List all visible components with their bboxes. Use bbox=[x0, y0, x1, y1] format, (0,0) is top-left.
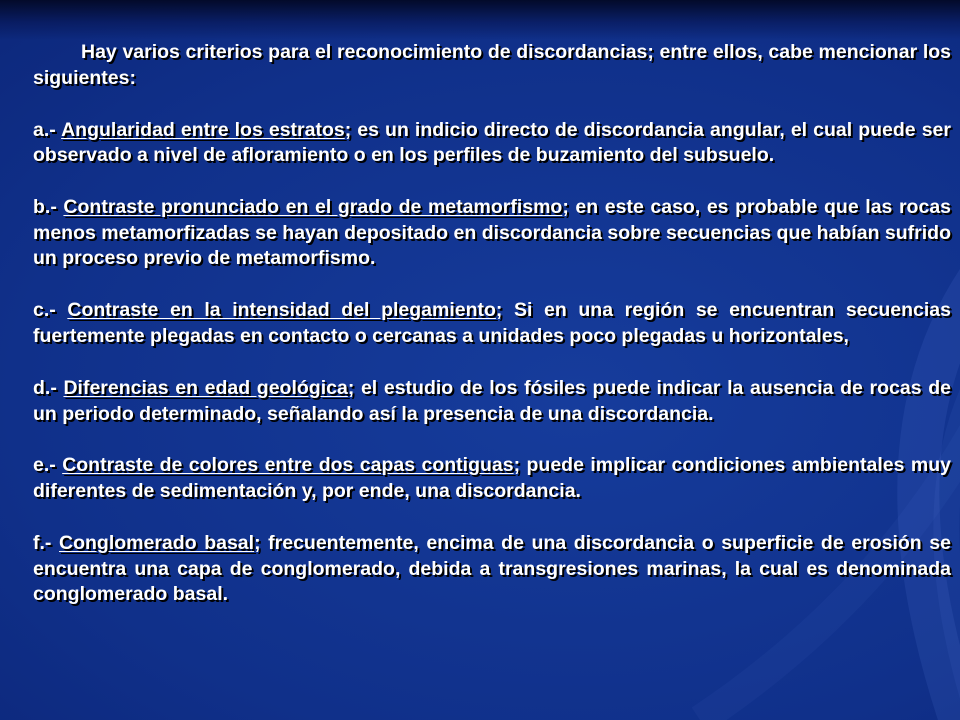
criterion-text: ; Si en una región se encuentran secuencias fuertemente plegadas en contacto o cercanas a unidades poco plegadas u horizontales, bbox=[33, 299, 951, 347]
criterion-text: ; en este caso, es probable que las rocas menos metamorfizadas se hayan depositado en discordancia sobre secuencias que habían sufrido un proceso previo de metamorfismo. bbox=[33, 196, 952, 270]
criterion-term: Contraste pronunciado en el grado de metamorfismo bbox=[63, 196, 563, 219]
criterion-f bbox=[33, 531, 951, 608]
criterion-term: Contraste en la intensidad del plegamiento bbox=[67, 299, 496, 322]
criterion-prefix: b.- bbox=[33, 196, 64, 219]
criterion-prefix: e.- bbox=[33, 454, 63, 477]
intro-paragraph: Hay varios criterios para el reconocimiento de discordancias; entre ellos, cabe mencionar los siguientes: bbox=[33, 41, 951, 89]
criterion-text: ; frecuentemente, encima de una discordancia o superficie de erosión se encuentra una capa de conglomerado, debida a transgresiones marinas, la cual es denominada conglomerado basal. bbox=[33, 532, 951, 606]
criterion-term: Conglomerado basal bbox=[59, 532, 255, 555]
criterion-text: ; el estudio de los fósiles puede indicar la ausencia de rocas de un periodo determinado, señalando así la presencia de una discordancia. bbox=[33, 376, 951, 425]
top-shadow-band bbox=[0, 0, 960, 40]
criterion-text: ; puede implicar condiciones ambientales muy diferentes de sedimentación y, por ende, una discordancia. bbox=[33, 454, 951, 503]
criterion-prefix: d.- bbox=[33, 376, 64, 399]
criterion-a bbox=[33, 118, 951, 169]
slide-content bbox=[33, 40, 951, 634]
criterion-prefix: a.- bbox=[33, 118, 62, 141]
criterion-d bbox=[33, 376, 951, 427]
criterion-prefix: c.- bbox=[33, 299, 68, 322]
criterion-e bbox=[33, 453, 951, 504]
criterion-text: ; es un indicio directo de discordancia angular, el cual puede ser observado a nivel de afloramiento o en los perfiles de buzamiento del subsuelo. bbox=[33, 118, 951, 167]
criterion-c bbox=[33, 298, 951, 349]
criterion-b bbox=[33, 195, 951, 272]
criterion-term: Diferencias en edad geológica bbox=[63, 376, 348, 399]
criterion-term: Angularidad entre los estratos bbox=[61, 118, 345, 141]
criterion-prefix: f.- bbox=[33, 532, 60, 555]
criterion-term: Contraste de colores entre dos capas contiguas bbox=[62, 454, 514, 477]
